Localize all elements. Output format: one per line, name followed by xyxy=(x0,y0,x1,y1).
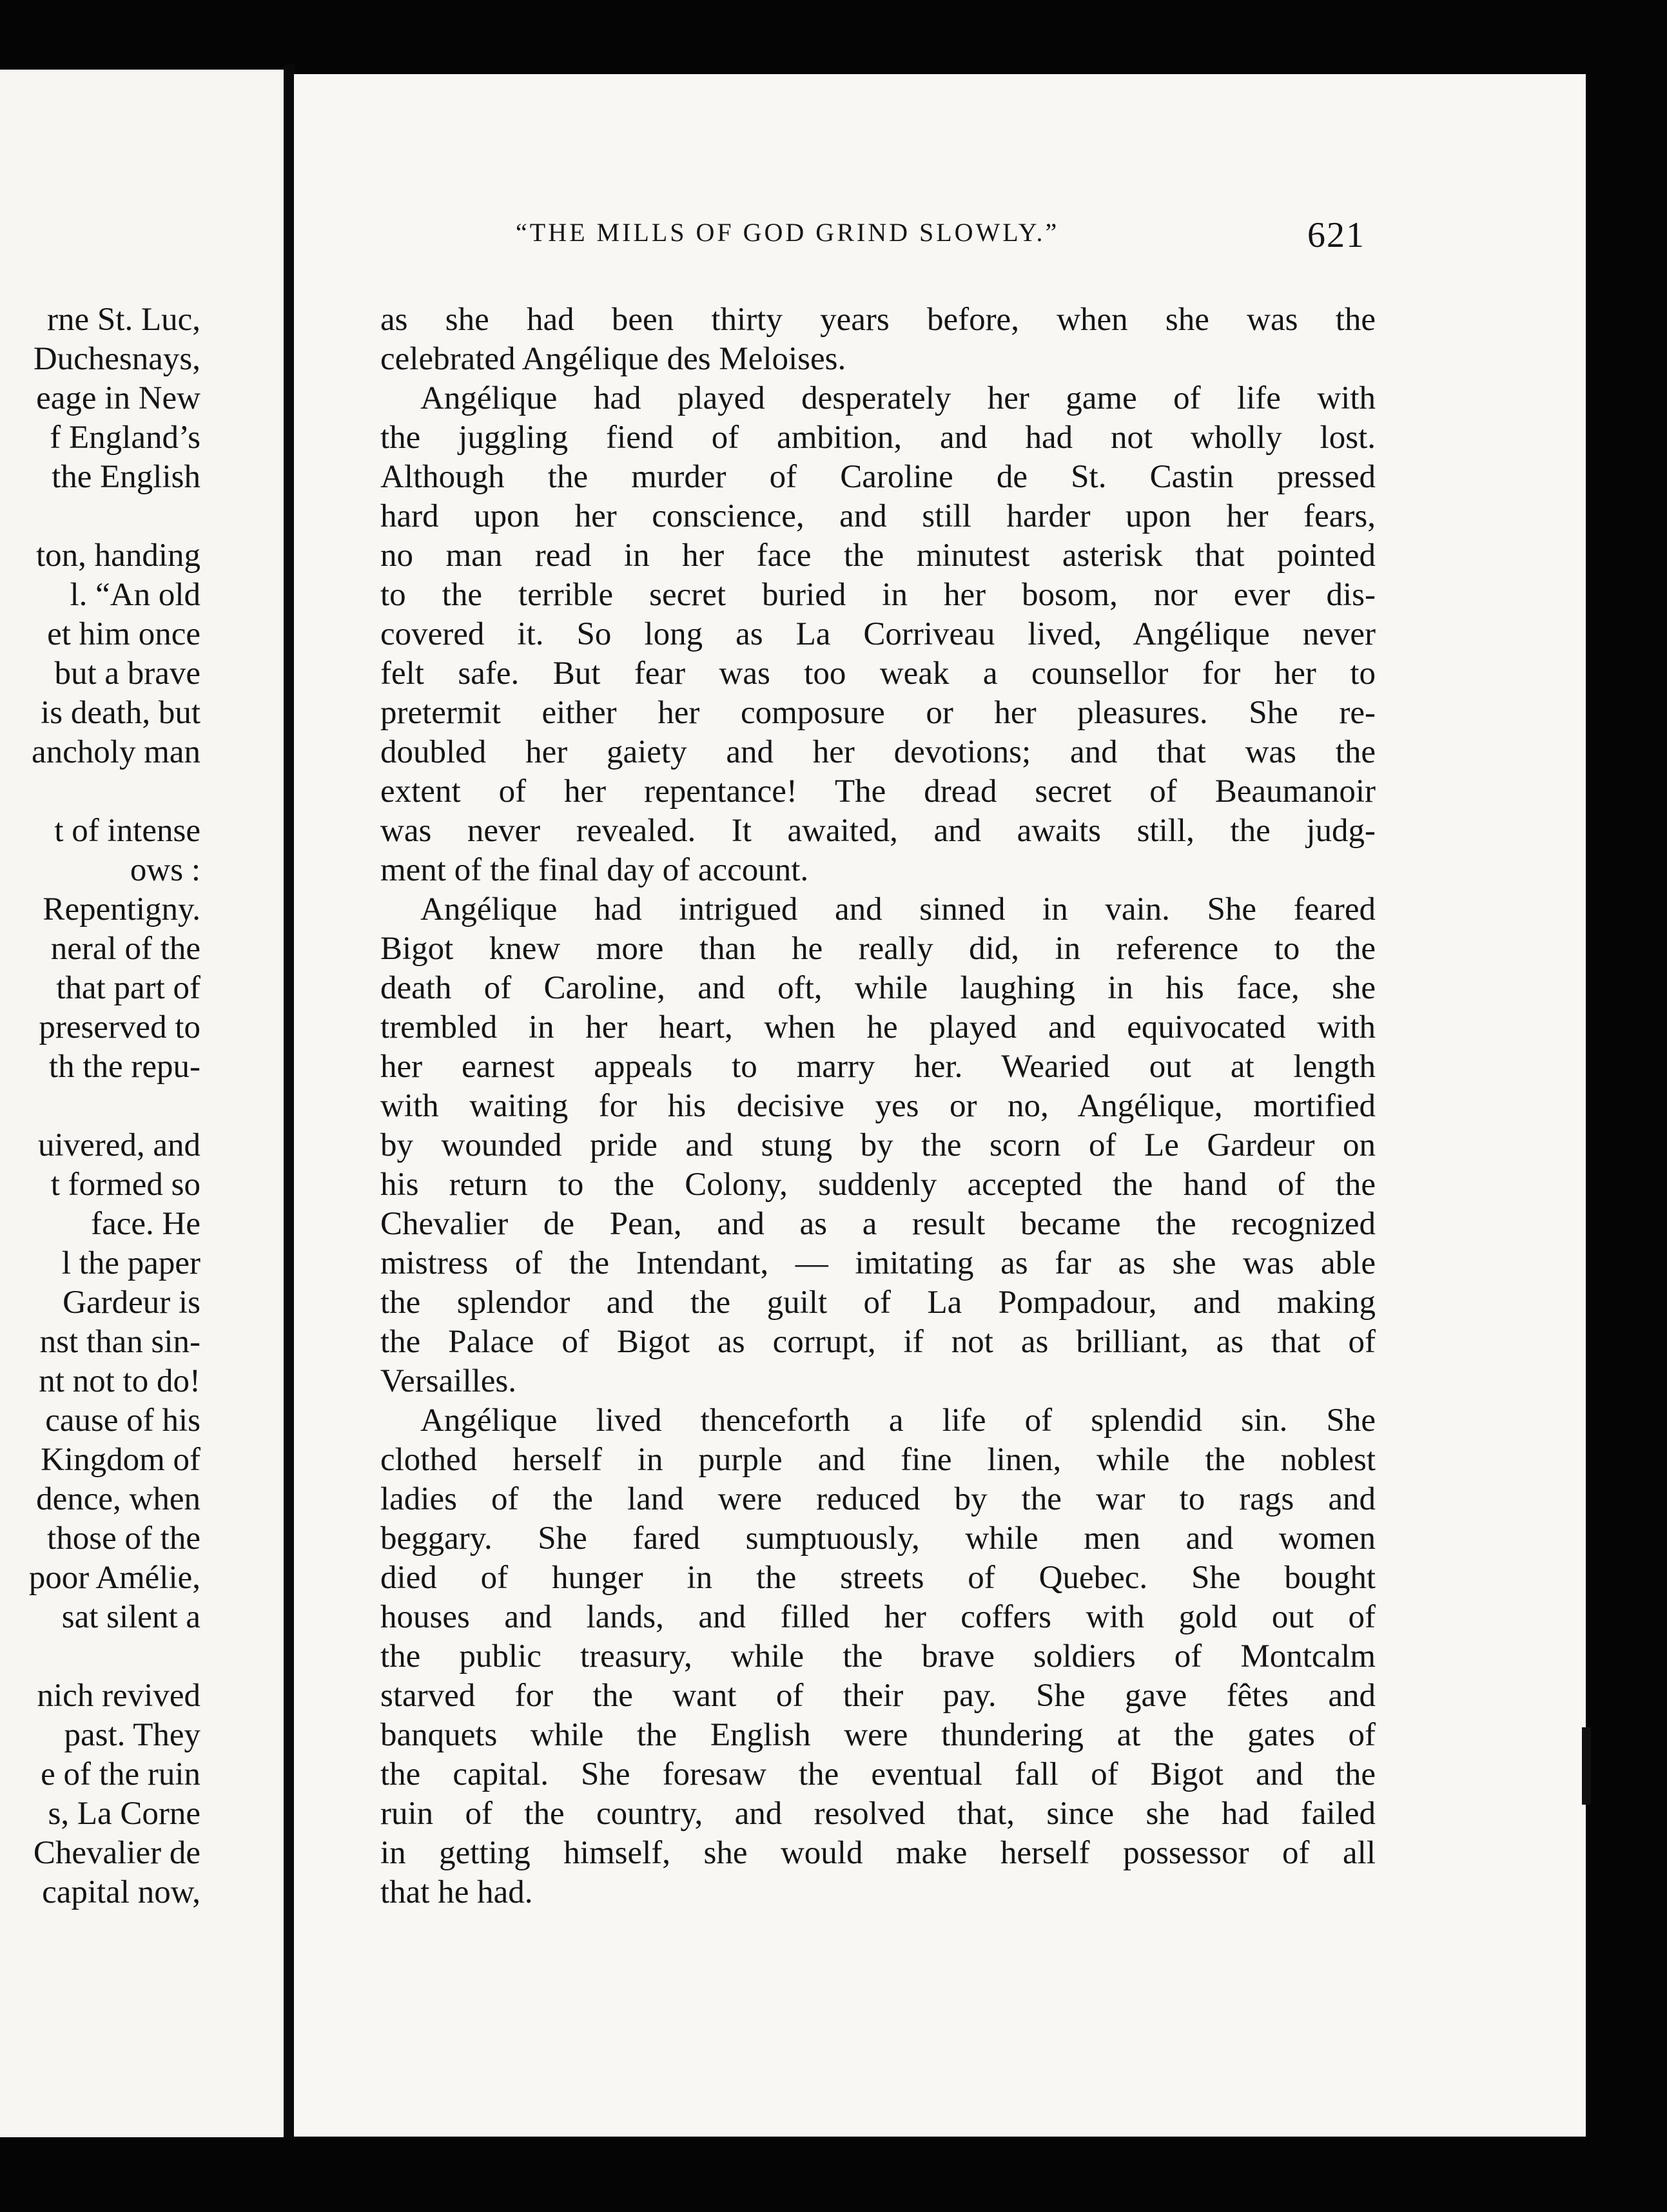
text-line: died of hunger in the streets of Quebec. She bought xyxy=(380,1560,1376,1596)
left-page-line: ton, handing xyxy=(36,538,200,574)
paragraph xyxy=(380,1401,1376,1912)
text-line: as she had been thirty years before, when she was the xyxy=(380,302,1376,338)
text-line: houses and lands, and filled her coffers with gold out of xyxy=(380,1599,1376,1635)
left-page-line: nich revived xyxy=(37,1678,200,1714)
text-line: the splendor and the guilt of La Pompadour, and making xyxy=(380,1285,1376,1321)
left-page-line: but a brave xyxy=(54,655,200,692)
left-page-line: ancholy man xyxy=(32,734,200,770)
text-line: ruin of the country, and resolved that, since she had failed xyxy=(380,1796,1376,1832)
left-page-line: th the repu- xyxy=(48,1049,200,1085)
text-line: in getting himself, she would make herself possessor of all xyxy=(380,1835,1376,1871)
left-page-line: ows : xyxy=(130,852,200,888)
text-line: her earnest appeals to marry her. Wearied out at length xyxy=(380,1049,1376,1085)
text-line: Versailles. xyxy=(380,1363,517,1399)
text-line: extent of her repentance! The dread secret of Beaumanoir xyxy=(380,773,1376,810)
text-line: to the terrible secret buried in her bosom, nor ever dis- xyxy=(380,577,1376,613)
text-line: mistress of the Intendant, — imitating as far as she was able xyxy=(380,1245,1376,1281)
left-page-line: the English xyxy=(52,459,200,495)
text-line: the Palace of Bigot as corrupt, if not as brilliant, as that of xyxy=(380,1324,1376,1360)
text-line: the capital. She foresaw the eventual fall of Bigot and the xyxy=(380,1756,1376,1792)
text-line: banquets while the English were thundering at the gates of xyxy=(380,1717,1376,1753)
text-line: Bigot knew more than he really did, in reference to the xyxy=(380,931,1376,967)
text-line: his return to the Colony, suddenly accepted the hand of the xyxy=(380,1167,1376,1203)
text-line: Angélique had played desperately her game of life with xyxy=(420,380,1376,416)
left-page-line: e of the ruin xyxy=(41,1756,200,1792)
text-line: by wounded pride and stung by the scorn of Le Gardeur on xyxy=(380,1127,1376,1163)
left-page-line: s, La Corne xyxy=(48,1796,200,1832)
text-line: starved for the want of their pay. She gave fêtes and xyxy=(380,1678,1376,1714)
text-line: with waiting for his decisive yes or no, Angélique, mortified xyxy=(380,1088,1376,1124)
left-page-line: capital now, xyxy=(42,1874,200,1910)
text-line: was never revealed. It awaited, and awaits still, the judg- xyxy=(380,813,1376,849)
text-line: Although the murder of Caroline de St. Castin pressed xyxy=(380,459,1376,495)
left-page-line: Repentigny. xyxy=(43,891,200,927)
text-line: doubled her gaiety and her devotions; and that was the xyxy=(380,734,1376,770)
left-page-line: nst than sin- xyxy=(39,1324,200,1360)
paragraph xyxy=(380,379,1376,890)
left-page-line: sat silent a xyxy=(61,1599,200,1635)
left-page-line: poor Amélie, xyxy=(28,1560,200,1596)
left-page-line xyxy=(0,1637,200,1676)
left-page-line: uivered, and xyxy=(37,1127,200,1163)
left-page-text-fragments xyxy=(0,300,200,1912)
left-page-line: is death, but xyxy=(41,695,200,731)
text-line: covered it. So long as La Corriveau lived, Angélique never xyxy=(380,616,1376,652)
left-page-line: rne St. Luc, xyxy=(47,302,200,338)
left-page-line: l. “An old xyxy=(70,577,200,613)
left-page-line: nt not to do! xyxy=(39,1363,200,1399)
left-page-line: preserved to xyxy=(39,1009,200,1045)
left-page-line: past. They xyxy=(64,1717,200,1753)
left-page-line: eage in New xyxy=(36,380,200,416)
paragraph xyxy=(380,300,1376,379)
text-line: the public treasury, while the brave soldiers of Montcalm xyxy=(380,1638,1376,1674)
text-line: Angélique had intrigued and sinned in vain. She feared xyxy=(420,891,1376,927)
text-line: death of Caroline, and oft, while laughing in his face, she xyxy=(380,970,1376,1006)
left-page-line: that part of xyxy=(56,970,200,1006)
running-head: “THE MILLS OF GOD GRIND SLOWLY.” xyxy=(516,218,1060,247)
left-page-line xyxy=(0,772,200,811)
text-line: ladies of the land were reduced by the war to rags and xyxy=(380,1481,1376,1517)
left-page-line: Gardeur is xyxy=(63,1285,200,1321)
left-page-line: dence, when xyxy=(36,1481,200,1517)
left-page-line: l the paper xyxy=(61,1245,200,1281)
left-page-line: face. He xyxy=(91,1206,200,1242)
left-page-line: t formed so xyxy=(50,1167,200,1203)
text-line: Angélique lived thenceforth a life of splendid sin. She xyxy=(420,1402,1376,1439)
left-page-line: Duchesnays, xyxy=(33,341,200,377)
page-edge-mark xyxy=(1582,1727,1591,1805)
text-line: felt safe. But fear was too weak a counsellor for her to xyxy=(380,655,1376,692)
left-page-line: Chevalier de xyxy=(33,1835,200,1871)
text-line: Chevalier de Pean, and as a result became the recognized xyxy=(380,1206,1376,1242)
left-page xyxy=(0,70,290,2137)
text-line: trembled in her heart, when he played and equivocated with xyxy=(380,1009,1376,1045)
text-line: no man read in her face the minutest asterisk that pointed xyxy=(380,538,1376,574)
text-line: clothed herself in purple and fine linen, while the noblest xyxy=(380,1442,1376,1478)
text-line: that he had. xyxy=(380,1874,533,1910)
left-page-line: neral of the xyxy=(50,931,200,967)
left-page-line: those of the xyxy=(47,1520,200,1557)
left-page-line: cause of his xyxy=(45,1402,200,1439)
paragraph xyxy=(380,890,1376,1401)
page-number: 621 xyxy=(1307,215,1365,255)
left-page-line xyxy=(0,1087,200,1126)
text-line: the juggling fiend of ambition, and had not wholly lost. xyxy=(380,420,1376,456)
text-line: beggary. She fared sumptuously, while men and women xyxy=(380,1520,1376,1557)
left-page-line: t of intense xyxy=(54,813,200,849)
left-page-line xyxy=(0,497,200,536)
text-line: pretermit either her composure or her pleasures. She re- xyxy=(380,695,1376,731)
text-line: ment of the final day of account. xyxy=(380,852,809,888)
left-page-line: Kingdom of xyxy=(41,1442,200,1478)
text-line: hard upon her conscience, and still harder upon her fears, xyxy=(380,498,1376,534)
body-text xyxy=(380,300,1376,1912)
left-page-line: et him once xyxy=(47,616,200,652)
left-page-line: f England’s xyxy=(50,420,200,456)
text-line: celebrated Angélique des Meloises. xyxy=(380,341,846,377)
